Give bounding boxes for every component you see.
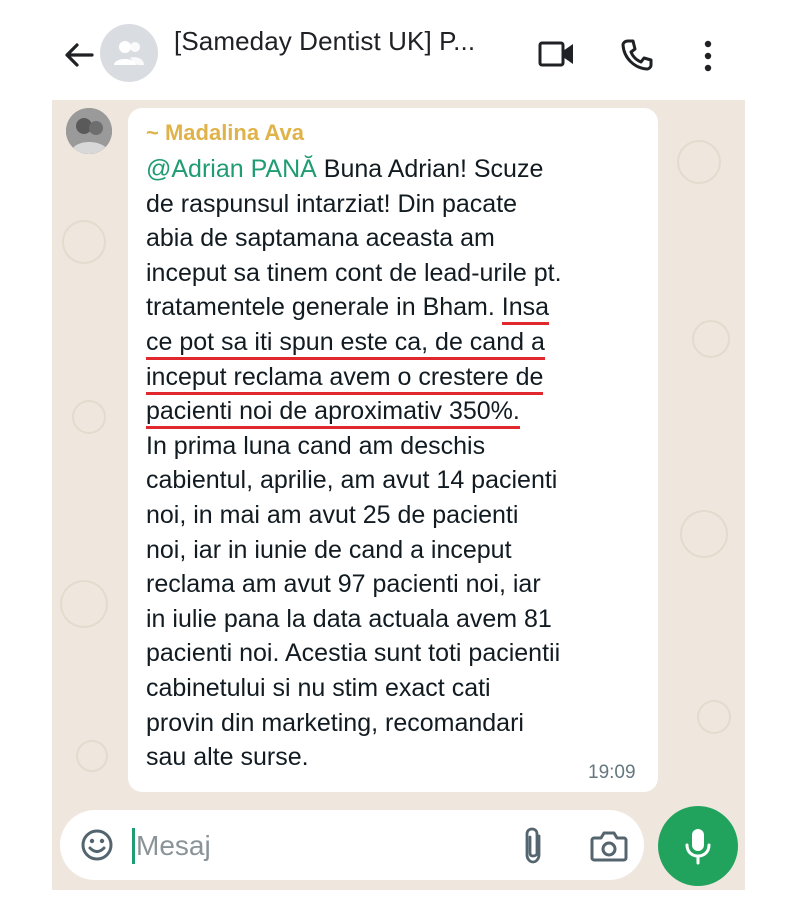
message-line: noi, in mai am avut 25 de pacienti [146, 500, 519, 529]
more-options-icon[interactable] [702, 40, 714, 72]
message-input-placeholder[interactable]: Mesaj [136, 830, 211, 861]
message-line: de raspunsul intarziat! Din pacate [146, 189, 518, 218]
camera-icon[interactable] [590, 830, 628, 862]
message-line: inceput sa tinem cont de lead-urile pt. [146, 258, 562, 287]
voice-call-icon[interactable] [620, 38, 654, 72]
group-avatar[interactable] [100, 24, 158, 82]
message-line: in iulie pana la data actuala avem 81 [146, 604, 552, 633]
video-call-icon[interactable] [538, 38, 576, 70]
wallpaper-doodle [692, 320, 730, 358]
emoji-icon[interactable] [80, 828, 114, 862]
message-line [146, 394, 646, 429]
wallpaper-doodle [677, 140, 721, 184]
underlined-text: Insa [502, 293, 549, 325]
back-arrow-icon[interactable] [62, 38, 96, 72]
mention[interactable]: @Adrian PANĂ [146, 155, 317, 183]
message-line: pacienti noi. Acestia sunt toti pacientii [146, 639, 561, 668]
message-line: tratamentele generale in Bham. Insa [146, 290, 646, 325]
message-timestamp: 19:09 [588, 762, 636, 783]
message-line: provin din marketing, recomandari [146, 708, 524, 737]
message-line: @Adrian PANĂ Buna Adrian! Scuze [146, 155, 544, 183]
attach-icon[interactable] [520, 826, 546, 866]
wallpaper-doodle [680, 510, 728, 558]
wallpaper-doodle [62, 220, 106, 264]
message-text [146, 152, 646, 775]
message-line: noi, iar in iunie de cand a inceput [146, 535, 512, 564]
underlined-text: pacienti noi de aproximativ 350%. [146, 397, 520, 429]
sender-name[interactable]: ~ Madalina Ava [146, 120, 304, 145]
message-line: sau alte surse. [146, 743, 309, 772]
mic-button[interactable] [658, 806, 738, 886]
message-line [146, 325, 646, 360]
wallpaper-doodle [60, 580, 108, 628]
chat-title[interactable]: [Sameday Dentist UK] P... [174, 26, 476, 56]
message-line: cabientul, aprilie, am avut 14 pacienti [146, 466, 558, 495]
text-cursor [132, 828, 135, 864]
sender-avatar[interactable] [66, 108, 112, 154]
wallpaper-doodle [697, 700, 731, 734]
message-line: reclama am avut 97 pacienti noi, iar [146, 570, 541, 599]
group-avatar-icon [113, 38, 145, 68]
wallpaper-doodle [76, 740, 108, 772]
message-line: abia de saptamana aceasta am [146, 224, 495, 253]
underlined-text: inceput reclama avem o crestere de [146, 363, 543, 395]
wallpaper-doodle [72, 400, 106, 434]
message-line: In prima luna cand am deschis [146, 431, 486, 460]
message-line: cabinetului si nu stim exact cati [146, 673, 491, 702]
underlined-text: ce pot sa iti spun este ca, de cand a [146, 328, 545, 360]
person-photo-icon [66, 108, 112, 154]
mic-icon [682, 826, 714, 866]
chat-header [0, 0, 797, 100]
message-line [146, 360, 646, 395]
